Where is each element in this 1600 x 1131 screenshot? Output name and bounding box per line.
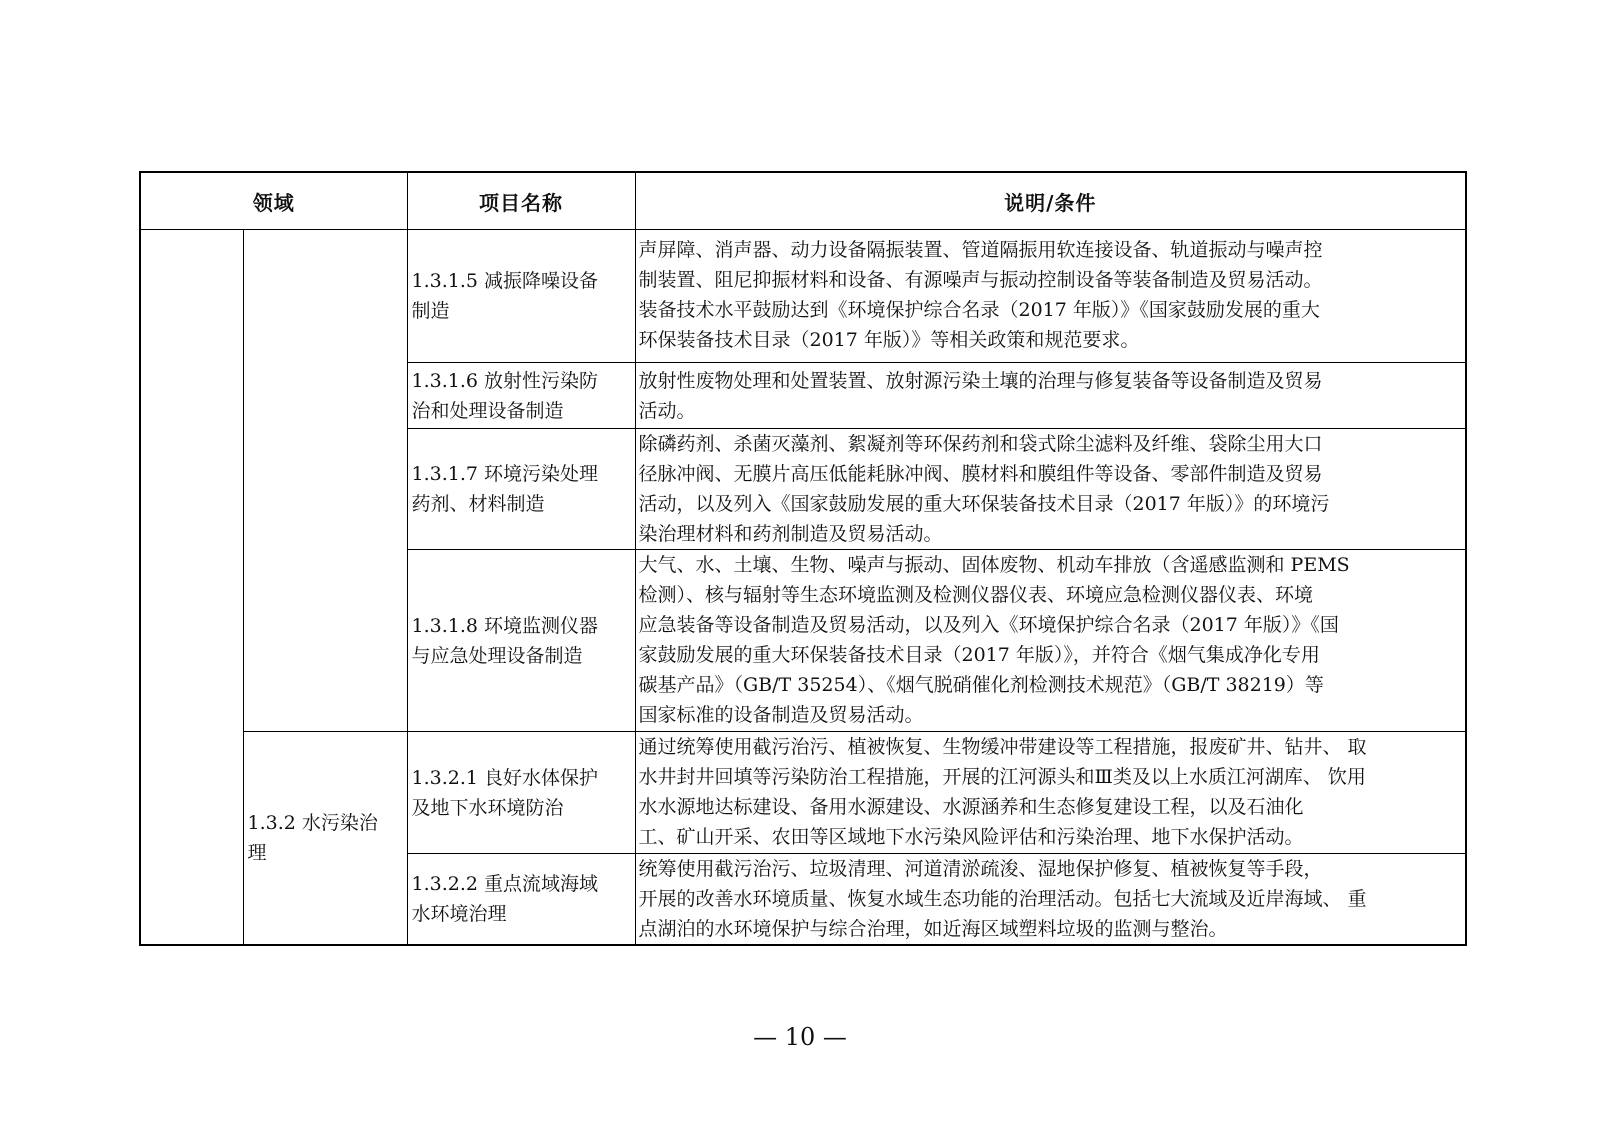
description-cell	[635, 429, 1466, 550]
item-name-cell	[407, 550, 635, 732]
table-row	[140, 732, 1466, 854]
header-description: 说明/条件	[635, 172, 1466, 230]
description-line: 点湖泊的水环境保护与综合治理，如近海区域塑料垃圾的监测与整治。	[638, 918, 1228, 940]
item-name-line: 及地下水环境防治	[411, 796, 564, 819]
table-header-row	[140, 172, 1466, 230]
item-name-line: 水环境治理	[411, 903, 507, 925]
description-cell	[635, 732, 1466, 854]
description-line: 装备技术水平鼓励达到《环境保护综合名录（2017 年版）》《国家鼓励发展的重大	[638, 299, 1320, 321]
page-number: — 10 —	[753, 1023, 847, 1051]
item-name-cell	[407, 429, 635, 550]
item-name-line: 1.3.1.5 减振降噪设备	[411, 270, 599, 292]
description-line: 国家标准的设备制造及贸易活动。	[638, 704, 924, 726]
description-line: 除磷药剂、杀菌灭藻剂、絮凝剂等环保药剂和袋式除尘滤料及纤维、袋除尘用大口	[638, 433, 1323, 455]
description-line: 应急装备等设备制造及贸易活动，以及列入《环境保护综合名录（2017 年版）》《国	[638, 614, 1339, 636]
description-line: 活动。	[638, 400, 696, 422]
description-line: 统筹使用截污治污、垃圾清理、河道清淤疏浚、湿地保护修复、植被恢复等手段，	[638, 858, 1323, 880]
description-cell	[635, 230, 1466, 363]
subdomain-line: 1.3.2 水污染治	[247, 812, 378, 834]
domain-cell-empty	[140, 230, 243, 946]
description-cell	[635, 854, 1466, 946]
description-line: 水井封井回填等污染防治工程措施，开展的江河源头和Ⅲ类及以上水质江河湖库、 饮用	[638, 766, 1366, 788]
subdomain-line: 理	[247, 842, 267, 864]
subdomain-cell	[243, 732, 407, 946]
header-item-name: 项目名称	[407, 172, 635, 230]
description-line: 水水源地达标建设、备用水源建设、水源涵养和生态修复建设工程，以及石油化	[638, 796, 1304, 818]
description-line: 声屏障、消声器、动力设备隔振装置、管道隔振用软连接设备、轨道振动与噪声控	[638, 239, 1323, 261]
description-line: 工、矿山开采、农田等区域地下水污染风险评估和污染治理、地下水保护活动。	[638, 826, 1304, 848]
item-name-line: 1.3.1.6 放射性污染防	[411, 369, 599, 392]
description-line: 通过统筹使用截污治污、植被恢复、生物缓冲带建设等工程措施，报废矿井、钻井、 取	[638, 736, 1367, 758]
item-name-cell	[407, 363, 635, 429]
description-line: 碳基产品》（GB/T 35254）、《烟气脱硝催化剂检测技术规范》（GB/T 38219）等	[638, 674, 1324, 696]
description-line: 径脉冲阀、无膜片高压低能耗脉冲阀、膜材料和膜组件等设备、零部件制造及贸易	[638, 463, 1323, 485]
description-line: 检测）、核与辐射等生态环境监测及检测仪器仪表、环境应急检测仪器仪表、环境	[638, 584, 1314, 606]
description-line: 染治理材料和药剂制造及贸易活动。	[638, 523, 943, 545]
description-line: 放射性废物处理和处置装置、放射源污染土壤的治理与修复装备等设备制造及贸易	[638, 370, 1323, 392]
item-name-line: 1.3.2.1 良好水体保护	[411, 766, 599, 789]
description-line: 家鼓励发展的重大环保装备技术目录（2017 年版）》，并符合《烟气集成净化专用	[638, 644, 1320, 666]
item-name-line: 1.3.2.2 重点流域海域	[411, 873, 599, 895]
subdomain-cell-empty	[243, 230, 407, 732]
item-name-line: 治和处理设备制造	[411, 399, 564, 422]
item-name-line: 制造	[411, 300, 450, 322]
description-cell	[635, 550, 1466, 732]
table-row	[140, 230, 1466, 363]
item-name-line: 1.3.1.8 环境监测仪器	[411, 614, 599, 637]
header-domain: 领域	[140, 172, 407, 230]
item-name-cell	[407, 854, 635, 946]
description-line: 大气、水、土壤、生物、噪声与振动、固体废物、机动车排放（含遥感监测和 PEMS	[638, 554, 1350, 576]
item-name-line: 与应急处理设备制造	[411, 644, 583, 667]
item-name-line: 药剂、材料制造	[411, 493, 545, 515]
item-name-line: 1.3.1.7 环境污染处理	[411, 463, 599, 485]
description-line: 环保装备技术目录（2017 年版）》等相关政策和规范要求。	[638, 329, 1140, 351]
description-line: 制装置、阻尼抑振材料和设备、有源噪声与振动控制设备等装备制造及贸易活动。	[638, 269, 1323, 291]
item-name-cell	[407, 732, 635, 854]
item-name-cell	[407, 230, 635, 363]
description-line: 活动，以及列入《国家鼓励发展的重大环保装备技术目录（2017 年版）》的环境污	[638, 493, 1330, 515]
description-line: 开展的改善水环境质量、恢复水域生态功能的治理活动。包括七大流域及近岸海域、 重	[638, 888, 1367, 910]
catalog-table	[139, 171, 1467, 946]
description-cell	[635, 363, 1466, 429]
